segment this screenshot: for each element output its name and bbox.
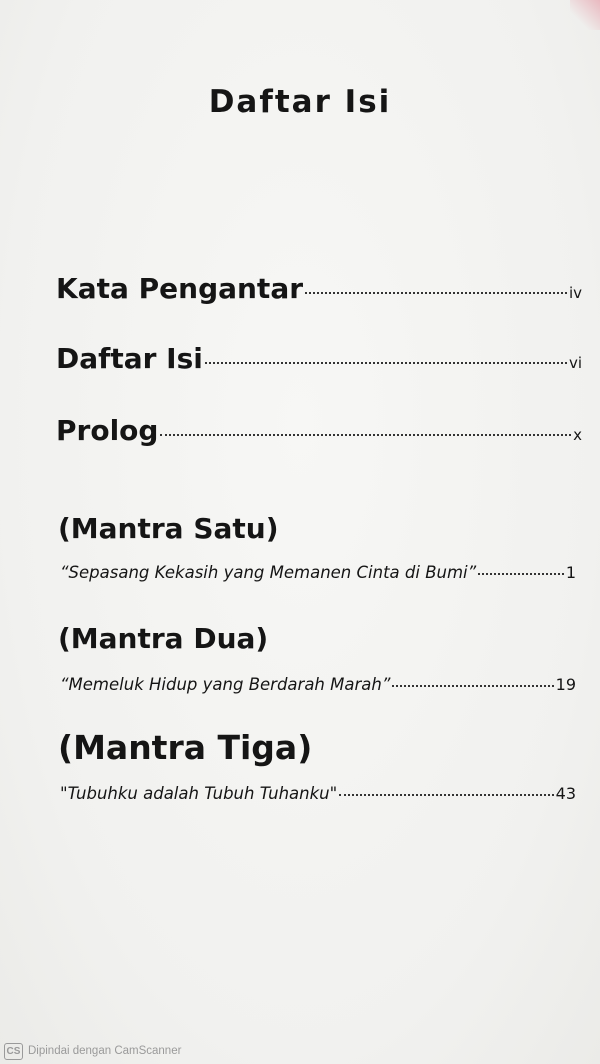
dot-leader — [392, 685, 553, 687]
toc-entry-prolog — [56, 414, 582, 447]
section-page: 43 — [555, 784, 576, 803]
dot-leader — [205, 362, 567, 364]
section-entry-mantra-dua — [60, 675, 576, 694]
toc-entry-label: Prolog — [56, 414, 159, 447]
toc-entry-label: Kata Pengantar — [56, 272, 304, 305]
section-title-mantra-tiga: (Mantra Tiga) — [58, 728, 313, 767]
watermark-text: Dipindai dengan CamScanner — [28, 1045, 182, 1057]
toc-entry-label: Daftar Isi — [56, 342, 203, 375]
toc-entry-page: iv — [568, 284, 582, 302]
page-title: Daftar Isi — [208, 84, 392, 120]
section-subtitle: "Tubuhku adalah Tubuh Tuhanku" — [60, 784, 338, 803]
section-page: 1 — [565, 563, 576, 582]
toc-entry-kata-pengantar — [56, 272, 582, 305]
page-corner-shade — [570, 0, 600, 30]
dot-leader — [478, 573, 564, 575]
toc-entry-page: vi — [568, 354, 582, 372]
camscanner-logo-icon: CS — [4, 1043, 23, 1060]
dot-leader — [160, 434, 571, 436]
section-entry-mantra-tiga — [60, 784, 576, 803]
toc-entry-daftar-isi — [56, 342, 582, 375]
scanner-watermark — [0, 1038, 600, 1064]
dot-leader — [339, 794, 553, 796]
dot-leader — [305, 292, 567, 294]
section-title-mantra-satu: (Mantra Satu) — [58, 512, 279, 545]
toc-entry-page: x — [573, 426, 582, 444]
section-entry-mantra-satu — [60, 563, 576, 582]
section-subtitle: “Sepasang Kekasih yang Memanen Cinta di Bumi” — [60, 563, 477, 582]
section-page: 19 — [555, 675, 576, 694]
section-title-mantra-dua: (Mantra Dua) — [58, 622, 269, 655]
section-subtitle: “Memeluk Hidup yang Berdarah Marah” — [60, 675, 391, 694]
